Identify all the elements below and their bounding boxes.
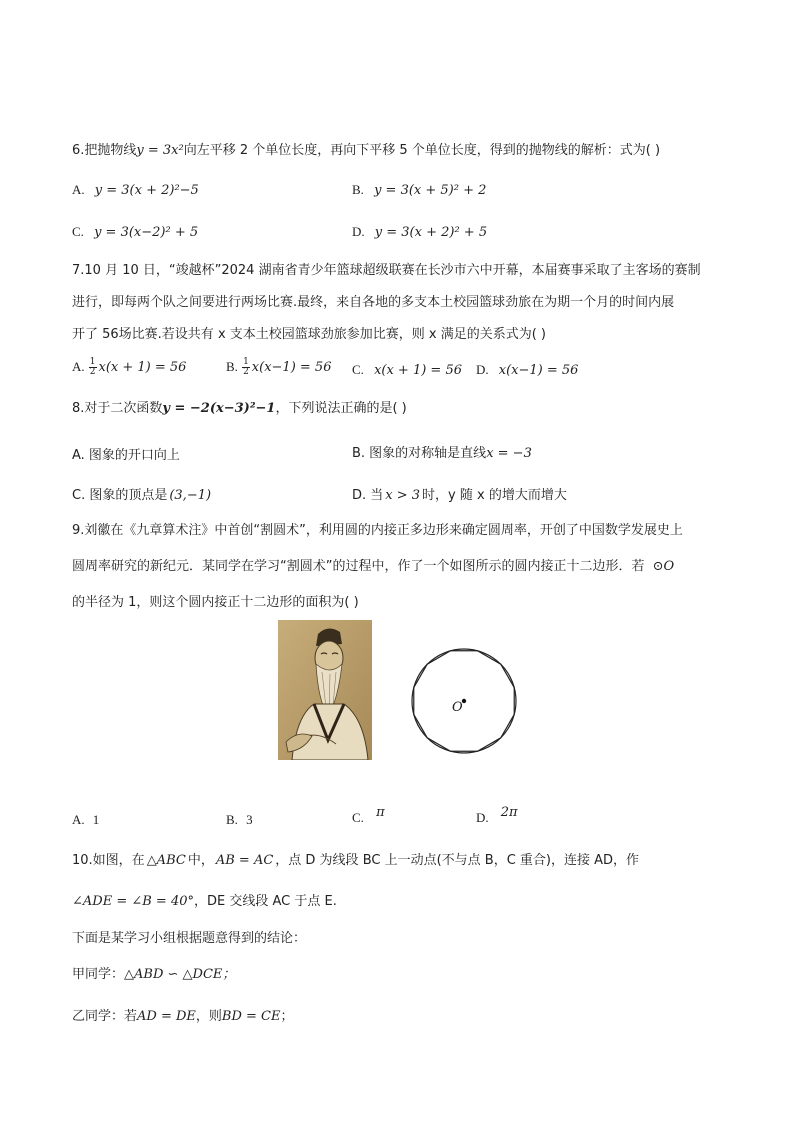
q8-stem <box>72 400 407 418</box>
fraction <box>89 358 97 377</box>
q10-expr: AB = AC <box>215 853 274 868</box>
q9-option-a <box>72 812 99 828</box>
q10-expr: ∠ADE = ∠B = 40° <box>72 894 194 909</box>
fraction-denominator: 2 <box>89 367 96 377</box>
option-value: 1 <box>92 812 100 827</box>
option-expr: x(x + 1) = 56 <box>374 363 462 378</box>
q10-line1 <box>72 852 639 870</box>
option-value: 3 <box>246 812 253 827</box>
q10-expr: △ABD ∽ △DCE； <box>124 967 236 982</box>
option-text: C. 图象的顶点是 <box>72 488 168 503</box>
q9-line1: 9.刘徽在《九章算术注》中首创“割圆术”，利用圆的内接正多边形来确定圆周率，开创了中国数学发展史上 <box>72 523 683 538</box>
option-expr: y = 3(x−2)² + 5 <box>94 225 199 240</box>
option-letter: B. <box>226 359 238 374</box>
option-expr: x(x−1) = 56 <box>498 363 579 378</box>
q8-option-a: A. 图象的开口向上 <box>72 448 180 463</box>
option-letter: D. <box>476 810 489 825</box>
q6-text-a: 6.把抛物线 <box>72 143 137 158</box>
option-letter: D. <box>476 362 489 377</box>
q10-text: 中， <box>187 853 214 868</box>
q8-option-c <box>72 484 211 503</box>
option-text: D. 当 <box>352 488 384 503</box>
q9-circle-symbol: ⊙O <box>652 559 675 574</box>
q7-option-a <box>72 358 186 377</box>
q9-line3: 的半径为 1，则这个圆内接正十二边形的面积为( ) <box>72 595 359 610</box>
option-expr: y = 3(x + 2)²−5 <box>94 183 199 198</box>
option-value: 2π <box>500 805 518 820</box>
q10-text: ，DE 交线段 AC 于点 E. <box>194 894 337 909</box>
option-expr: x = −3 <box>486 446 532 461</box>
q9-option-b <box>226 812 253 828</box>
q10-text: 10.如图，在 <box>72 853 145 868</box>
q10-line4 <box>72 966 235 984</box>
q8-option-d <box>352 484 567 503</box>
q6-option-d <box>352 224 487 240</box>
option-expr: (3,−1) <box>169 488 212 503</box>
q10-text: 甲同学： <box>72 967 125 982</box>
fraction-numerator: 1 <box>89 357 96 367</box>
q9-line2 <box>72 558 674 576</box>
option-expr: y = 3(x + 2)² + 5 <box>374 225 488 240</box>
q7-line3: 开了 56场比赛.若设共有 x 支本土校园篮球劲旅参加比赛，则 x 满足的关系式为( ) <box>72 327 546 342</box>
q8-text-a: 8.对于二次函数 <box>72 401 163 416</box>
option-expr: x(x + 1) = 56 <box>98 360 187 375</box>
option-value: π <box>376 805 385 820</box>
q7-option-c <box>352 362 462 378</box>
q7-option-b <box>226 358 331 377</box>
q10-line3: 下面是某学习小组根据题意得到的结论： <box>72 931 307 946</box>
portrait-illustration <box>278 620 372 760</box>
center-label: O <box>452 700 463 715</box>
option-expr: x(x−1) = 56 <box>251 360 332 375</box>
circle-dodecagon-figure <box>408 645 520 757</box>
option-text: B. 图象的对称轴是直线 <box>352 446 487 461</box>
dodecagon-diagram <box>408 645 520 757</box>
q10-text: ； <box>280 1009 294 1024</box>
option-expr: x > 3 <box>385 488 421 503</box>
option-letter: A. <box>72 359 85 374</box>
q6-expr: y = 3x² <box>136 143 184 158</box>
q7-line2: 进行，即每两个队之间要进行两场比赛.最终，来自各地的多支本土校园篮球劲旅在为期一个月的时间内展 <box>72 295 675 310</box>
liu-hui-portrait-image <box>278 620 372 760</box>
q6-option-a <box>72 182 199 198</box>
option-letter: C. <box>72 224 84 239</box>
q7-line1: 7.10 月 10 日，“竣越杯”2024 湖南省青少年篮球超级联赛在长沙市六中开幕，本届赛事采取了主客场的赛制 <box>72 263 701 278</box>
q10-expr: AD = DE <box>137 1009 196 1024</box>
fraction-numerator: 1 <box>243 357 249 367</box>
option-letter: B. <box>226 812 238 827</box>
q10-text: ，点 D 为线段 BC 上一动点(不与点 B，C 重合)，连接 AD，作 <box>275 853 640 868</box>
option-text: 时，y 随 x 的增大而增大 <box>422 488 567 503</box>
q10-line5 <box>72 1008 294 1026</box>
q6-stem <box>72 142 660 160</box>
q8-expr: y = −2(x−3)²−1 <box>162 401 276 416</box>
q10-text: ，则 <box>195 1009 222 1024</box>
q10-expr: △ABC <box>146 853 186 868</box>
q6-option-b <box>352 182 486 198</box>
q9-option-d <box>476 805 518 826</box>
q6-text-b: 向左平移 2 个单位长度，再向下平移 5 个单位长度，得到的抛物线的解析：式为( ) <box>183 143 661 158</box>
q9-option-c <box>352 805 385 826</box>
q9-line2-text: 圆周率研究的新纪元．某同学在学习“割圆术”的过程中，作了一个如图所示的圆内接正十二边形．若 <box>72 559 645 574</box>
q8-text-b: ，下列说法正确的是( ) <box>275 401 407 416</box>
option-letter: D. <box>352 224 365 239</box>
q7-option-d <box>476 362 578 378</box>
q8-option-b <box>352 442 532 461</box>
option-letter: C. <box>352 362 364 377</box>
option-expr: y = 3(x + 5)² + 2 <box>374 183 487 198</box>
option-letter: C. <box>352 810 364 825</box>
option-letter: A. <box>72 812 85 827</box>
option-letter: A. <box>72 182 85 197</box>
q10-expr: BD = CE <box>221 1009 281 1024</box>
option-letter: B. <box>352 182 364 197</box>
q6-option-c <box>72 224 198 240</box>
fraction <box>242 358 250 377</box>
q10-line2 <box>72 893 337 911</box>
q10-text: 乙同学：若 <box>72 1009 138 1024</box>
fraction-denominator: 2 <box>243 367 249 377</box>
